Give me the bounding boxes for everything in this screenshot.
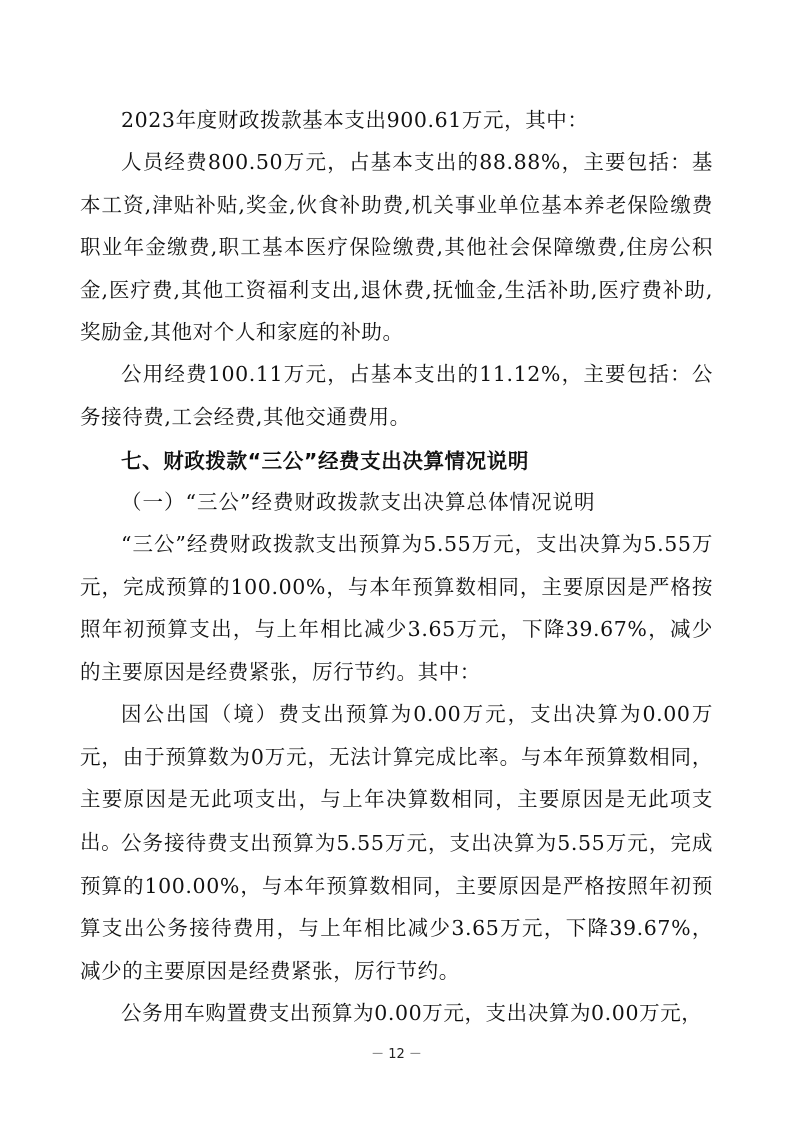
paragraph-basic-expenditure: 2023年度财政拨款基本支出900.61万元，其中： (121, 108, 589, 132)
paragraph-public-expenses: 公用经费100.11万元，占基本支出的11.12%，主要包括：公务接待费,工会经费,其他交通费用。 (80, 362, 713, 429)
page-number: － 12 － (371, 1047, 422, 1062)
paragraph-three-public-overview: “三公”经费财政拨款支出预算为5.55万元，支出决算为5.55万元，完成预算的100.00%，与本年预算数相同，主要原因是严格按照年初预算支出，与上年相比减少3.65万元，下降39.67%，减少的主要原因是经费紧张，厉行节约。其中： (80, 532, 713, 684)
paragraph-official-reception: 公务接待费支出预算为5.55万元，支出决算为5.55万元，完成预算的100.00%，与本年预算数相同，主要原因是严格按照年初预算支出公务接待费用，与上年相比减少3.65万元，下降39.67%，减少的主要原因是经费紧张，厉行节约。 (80, 831, 713, 983)
section-heading: 七、财政拨款“三公”经费支出决算情况说明 (121, 449, 529, 473)
subsection-heading: （一）“三公”经费财政拨款支出决算总体情况说明 (121, 490, 596, 514)
paragraph-overseas-travel: 因公出国（境）费支出预算为0.00万元，支出决算为0.00万元，由于预算数为0万元，无法计算完成比率。与本年预算数相同，主要原因是无此项支出，与上年决算数相同，主要原因是无此项支出。 (80, 702, 713, 854)
paragraph-vehicle-purchase: 公务用车购置费支出预算为0.00万元，支出决算为0.00万元， (121, 1001, 703, 1025)
paragraph-personnel-expenses: 人员经费800.50万元，占基本支出的88.88%，主要包括：基本工资,津贴补贴,奖金,伙食补助费,机关事业单位基本养老保险缴费职业年金缴费,职工基本医疗保险缴费,其他社会保障缴费,住房公积金,医疗费,其他工资福利支出,退休费,抚恤金,生活补助,医疗费补助,奖励金,其他对个人和家庭的补助。 (80, 150, 713, 344)
